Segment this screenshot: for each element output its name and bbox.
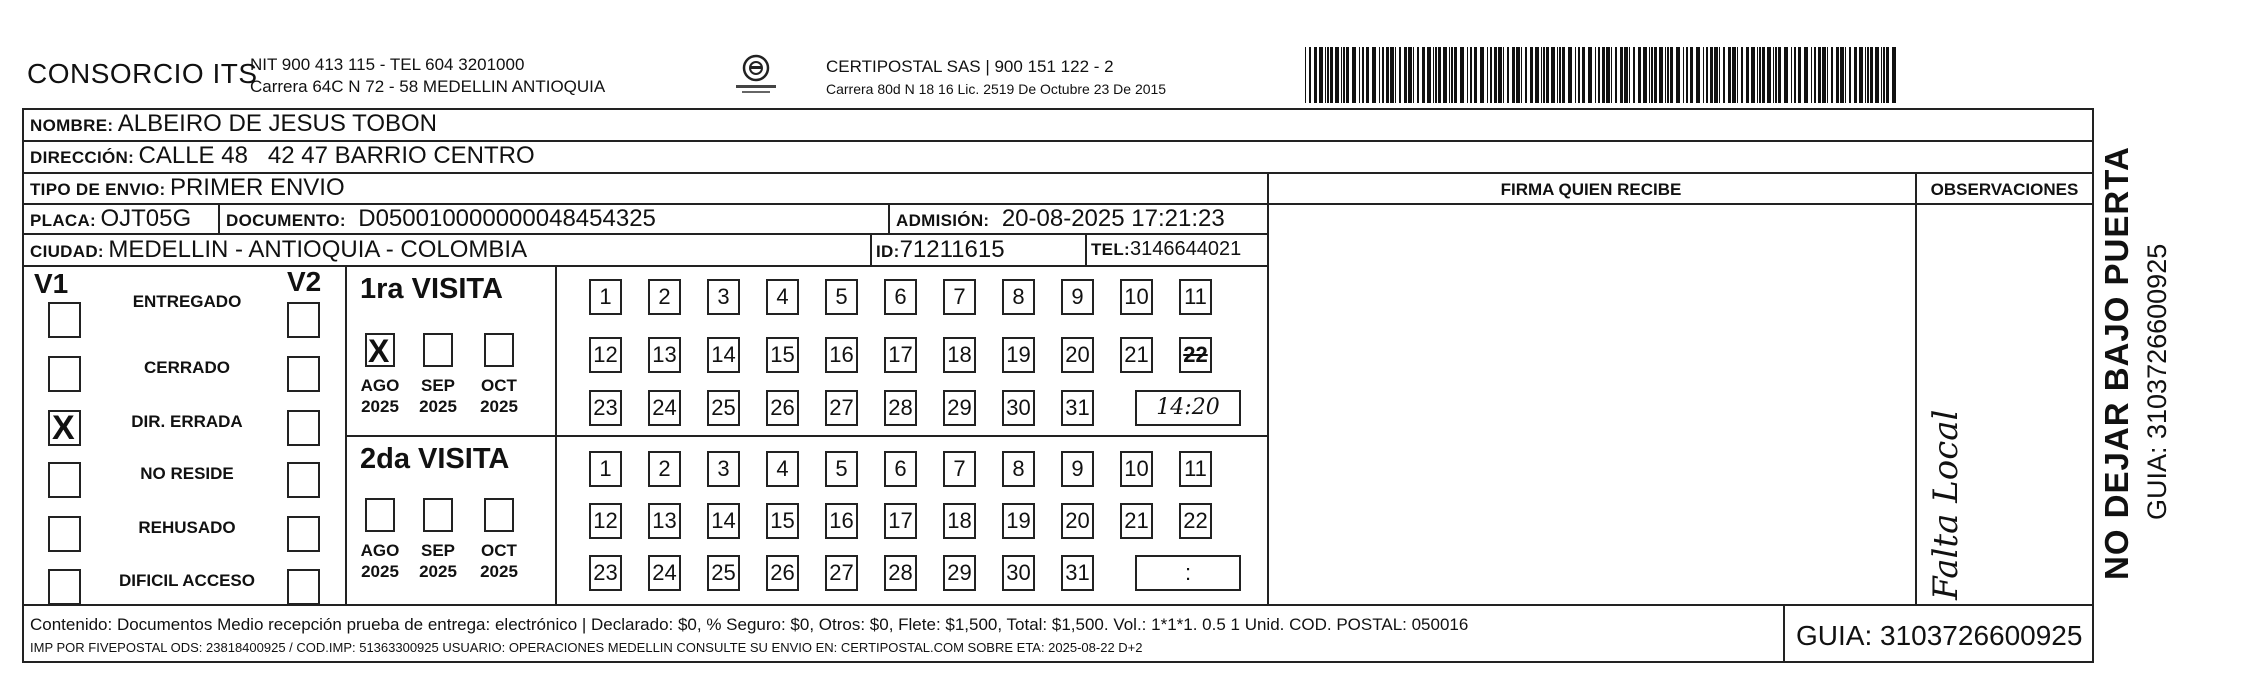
visit1-day-26[interactable]: 26 [766, 390, 799, 426]
visit2-day-21[interactable]: 21 [1120, 503, 1153, 539]
visit1-month-mark: X [368, 333, 390, 369]
visit2-day-29[interactable]: 29 [943, 555, 976, 591]
visit1-day-25[interactable]: 25 [707, 390, 740, 426]
company-address: Carrera 64C N 72 - 58 MEDELLIN ANTIOQUIA [250, 77, 606, 96]
visit1-month-checkbox[interactable] [484, 333, 514, 367]
visit1-day-12[interactable]: 12 [589, 337, 622, 373]
ciudad-cell [30, 236, 527, 264]
visit1-day-17[interactable]: 17 [884, 337, 917, 373]
visit1-month-name: SEP [420, 376, 456, 395]
tel-label: TEL: [1091, 240, 1130, 259]
visit2-day-27[interactable]: 27 [825, 555, 858, 591]
v2-header: V2 [287, 266, 322, 297]
visit1-day-7[interactable]: 7 [943, 279, 976, 315]
visit2-day-1[interactable]: 1 [589, 451, 622, 487]
visit2-day-12[interactable]: 12 [589, 503, 622, 539]
visit1-month-label [355, 375, 405, 417]
visit2-day-11[interactable]: 11 [1179, 451, 1212, 487]
visit2-day-14[interactable]: 14 [707, 503, 740, 539]
visit2-month-year: 2025 [361, 562, 399, 581]
visit2-day-15[interactable]: 15 [766, 503, 799, 539]
status-v2-checkbox[interactable] [287, 302, 320, 338]
visit2-month-label [413, 540, 463, 582]
footer-guia: GUIA: 3103726600925 [1796, 620, 2083, 651]
certipostal-nit: CERTIPOSTAL SAS | 900 151 122 - 2 [826, 57, 1114, 76]
visit1-day-2[interactable]: 2 [648, 279, 681, 315]
placa-cell [30, 205, 191, 233]
company-name: CONSORCIO ITS [27, 58, 258, 89]
visit2-day-13[interactable]: 13 [648, 503, 681, 539]
visit1-day-10[interactable]: 10 [1120, 279, 1153, 315]
visit1-day-30[interactable]: 30 [1002, 390, 1035, 426]
visit1-month-label [413, 375, 463, 417]
side-guia: GUIA: 3103726600925 [2142, 243, 2172, 520]
status-v1-checkbox[interactable] [48, 516, 81, 552]
visit2-month-checkbox[interactable] [423, 498, 453, 532]
documento-label: DOCUMENTO: [226, 211, 346, 230]
status-option-label: DIR. ERRADA [131, 412, 243, 431]
v1-header: V1 [34, 268, 69, 299]
visit1-day-18[interactable]: 18 [943, 337, 976, 373]
visit1-day-23[interactable]: 23 [589, 390, 622, 426]
direccion-label: DIRECCIÓN: [30, 148, 135, 167]
placa-value: OJT05G [100, 205, 192, 232]
visit2-day-18[interactable]: 18 [943, 503, 976, 539]
status-option-label: DIFICIL ACCESO [118, 571, 255, 590]
visit2-day-25[interactable]: 25 [707, 555, 740, 591]
visit2-day-8[interactable]: 8 [1002, 451, 1035, 487]
visit2-day-6[interactable]: 6 [884, 451, 917, 487]
nit-line: NIT 900 413 115 - TEL 604 3201000 [250, 55, 525, 74]
status-v1-checkbox[interactable] [48, 356, 81, 392]
documento-value: D050010000000048454325 [358, 205, 656, 232]
certipostal-logo-icon [728, 52, 784, 96]
visit1-month-name: OCT [481, 376, 517, 395]
status-v2-checkbox[interactable] [287, 462, 320, 498]
certipostal-info [826, 56, 1166, 100]
visit1-day-5[interactable]: 5 [825, 279, 858, 315]
visit1-month-name: AGO [360, 376, 400, 395]
certipostal-address: Carrera 80d N 18 16 Lic. 2519 De Octubre 23 De 2015 [826, 81, 1167, 97]
status-v1-mark: X [52, 409, 75, 447]
visit1-day-19[interactable]: 19 [1002, 337, 1035, 373]
visit2-day-19[interactable]: 19 [1002, 503, 1035, 539]
visit2-month-name: AGO [360, 541, 400, 560]
visit2-day-23[interactable]: 23 [589, 555, 622, 591]
visit1-day-14[interactable]: 14 [707, 337, 740, 373]
visit1-month-year: 2025 [419, 397, 457, 416]
observaciones-header: OBSERVACIONES [1930, 180, 2079, 199]
status-v1-checkbox[interactable] [48, 462, 81, 498]
admision-cell [896, 205, 1225, 233]
visit1-day-21[interactable]: 21 [1120, 337, 1153, 373]
visit1-day-6[interactable]: 6 [884, 279, 917, 315]
visit2-day-17[interactable]: 17 [884, 503, 917, 539]
id-value: 71211615 [899, 236, 1005, 263]
visit2-month-year: 2025 [480, 562, 518, 581]
status-v2-checkbox[interactable] [287, 569, 320, 605]
visit2-month-name: SEP [420, 541, 456, 560]
visit2-month-label [355, 540, 405, 582]
visit2-day-5[interactable]: 5 [825, 451, 858, 487]
visit2-month-year: 2025 [419, 562, 457, 581]
id-label: ID: [876, 242, 900, 261]
status-option-label: CERRADO [144, 358, 230, 377]
visit1-month-year: 2025 [361, 397, 399, 416]
visit1-month-year: 2025 [480, 397, 518, 416]
visit2-day-3[interactable]: 3 [707, 451, 740, 487]
visit1-month-checkbox[interactable] [365, 333, 395, 367]
status-option-label: REHUSADO [138, 518, 236, 537]
visit1-day-22[interactable]: 22 [1179, 337, 1212, 373]
visit1-day-11[interactable]: 11 [1179, 279, 1212, 315]
ciudad-value: MEDELLIN - ANTIOQUIA - COLOMBIA [108, 236, 528, 263]
visit2-day-24[interactable]: 24 [648, 555, 681, 591]
visit1-day-4[interactable]: 4 [766, 279, 799, 315]
visit1-day-28[interactable]: 28 [884, 390, 917, 426]
visit2-month-checkbox[interactable] [484, 498, 514, 532]
visit2-day-28[interactable]: 28 [884, 555, 917, 591]
tel-value: 3146644021 [1129, 238, 1242, 260]
visit2-day-31[interactable]: 31 [1061, 555, 1094, 591]
visit2-day-7[interactable]: 7 [943, 451, 976, 487]
status-v1-checkbox[interactable] [48, 410, 81, 446]
barcode-icon [1305, 47, 1897, 103]
visit1-day-27[interactable]: 27 [825, 390, 858, 426]
observation-handwritten: Falta Local [1926, 409, 1966, 600]
tel-cell [1091, 238, 1241, 261]
visit1-day-1[interactable]: 1 [589, 279, 622, 315]
id-cell [876, 236, 1005, 264]
firma-header: FIRMA QUIEN RECIBE [1500, 180, 1682, 199]
status-option-label: NO RESIDE [140, 464, 234, 483]
visit1-title: 1ra VISITA [360, 273, 503, 305]
placa-label: PLACA: [30, 211, 97, 230]
visit2-day-30[interactable]: 30 [1002, 555, 1035, 591]
company-info [250, 54, 605, 98]
visit1-month-label [474, 375, 524, 417]
visit1-day-3[interactable]: 3 [707, 279, 740, 315]
visit2-day-2[interactable]: 2 [648, 451, 681, 487]
tipo-envio-row [30, 174, 345, 202]
tipo-envio-value: PRIMER ENVIO [169, 174, 345, 201]
visit1-day-20[interactable]: 20 [1061, 337, 1094, 373]
visit1-day-29[interactable]: 29 [943, 390, 976, 426]
visit2-day-20[interactable]: 20 [1061, 503, 1094, 539]
visit2-month-name: OCT [481, 541, 517, 560]
visit2-day-4[interactable]: 4 [766, 451, 799, 487]
visit2-day-16[interactable]: 16 [825, 503, 858, 539]
nombre-value: ALBEIRO DE JESUS TOBON [117, 110, 437, 137]
tipo-envio-label: TIPO DE ENVIO: [30, 180, 166, 199]
admision-value: 20-08-2025 17:21:23 [1001, 205, 1225, 232]
visit1-time-box[interactable]: 14:20 [1135, 390, 1241, 426]
visit2-day-26[interactable]: 26 [766, 555, 799, 591]
direccion-value: CALLE 48 42 47 BARRIO CENTRO [138, 142, 535, 169]
visit1-day-16[interactable]: 16 [825, 337, 858, 373]
documento-cell [226, 205, 656, 233]
visit1-day-13[interactable]: 13 [648, 337, 681, 373]
status-v2-checkbox[interactable] [287, 356, 320, 392]
visit2-day-10[interactable]: 10 [1120, 451, 1153, 487]
direccion-row [30, 142, 535, 170]
visit2-title: 2da VISITA [360, 443, 510, 475]
visit1-day-9[interactable]: 9 [1061, 279, 1094, 315]
visit2-month-label [474, 540, 524, 582]
visit2-time-box[interactable]: : [1135, 555, 1241, 591]
footer-content-line: Contenido: Documentos Medio recepción prueba de entrega: electrónico | Declarado: $0, % Seguro: $0, Otros: $0, Flete: $1,500, Total: $1,500. Vol.: 1*1*1. 0.5 1 Unid. COD. POSTAL: 050016 [30, 615, 1469, 634]
status-v2-checkbox[interactable] [287, 410, 320, 446]
visit2-month-checkbox[interactable] [365, 498, 395, 532]
status-v2-checkbox[interactable] [287, 516, 320, 552]
status-v1-checkbox[interactable] [48, 302, 81, 338]
visit1-month-checkbox[interactable] [423, 333, 453, 367]
visit1-day-31[interactable]: 31 [1061, 390, 1094, 426]
ciudad-label: CIUDAD: [30, 242, 104, 261]
footer-print-line: IMP POR FIVEPOSTAL ODS: 23818400925 / COD.IMP: 51363300925 USUARIO: OPERACIONES MEDELLIN CONSULTE SU ENVIO EN: CERTIPOSTAL.COM SOBRE ETA: 2025-08-22 D+2 [30, 640, 1143, 655]
status-v1-checkbox[interactable] [48, 569, 81, 605]
nombre-row [30, 110, 437, 138]
visit1-day-24[interactable]: 24 [648, 390, 681, 426]
visit1-day-8[interactable]: 8 [1002, 279, 1035, 315]
status-option-label: ENTREGADO [132, 292, 242, 311]
side-warning: NO DEJAR BAJO PUERTA [2098, 146, 2135, 580]
visit1-day-15[interactable]: 15 [766, 337, 799, 373]
visit2-day-22[interactable]: 22 [1179, 503, 1212, 539]
nombre-label: NOMBRE: [30, 116, 114, 135]
admision-label: ADMISIÓN: [896, 211, 990, 230]
visit2-day-9[interactable]: 9 [1061, 451, 1094, 487]
